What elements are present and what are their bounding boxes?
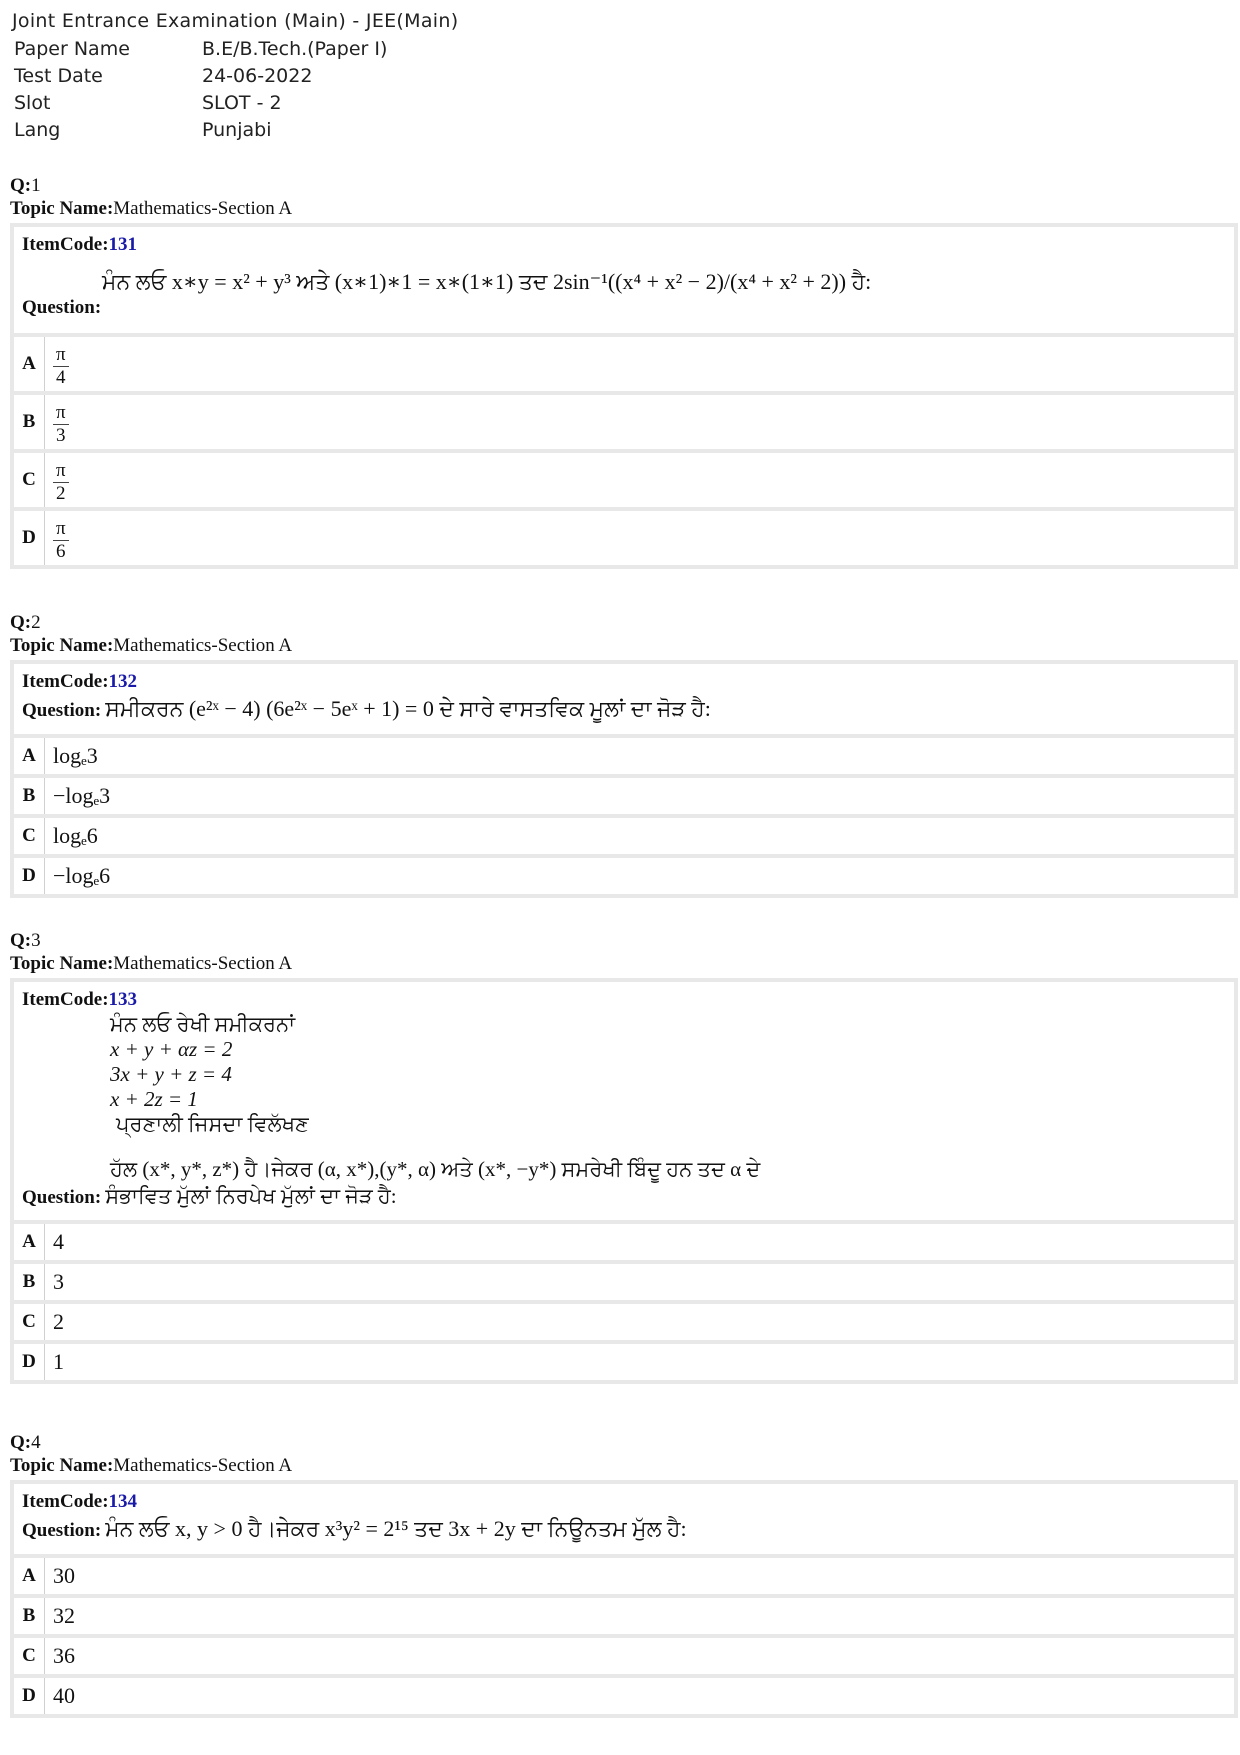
question-text: ਮੰਨ ਲਓ x, y > 0 ਹੈ।ਜੇਕਰ x³y² = 2¹⁵ ਤਦ 3x + 2y ਦਾ ਨਿਊਨਤਮ ਮੁੱਲ ਹੈ: <box>105 1516 687 1541</box>
option-d[interactable] <box>14 511 1234 565</box>
option-value: logₑ6 <box>53 823 98 848</box>
question-box <box>10 223 1238 569</box>
question-line: ਮੰਨ ਲਓ ਰੇਖੀ ਸਮੀਕਰਨਾਂ <box>110 1012 296 1036</box>
question-number: Q:4 <box>10 1432 41 1453</box>
option-value: 3 <box>53 1269 64 1294</box>
option-letter: D <box>14 511 45 565</box>
info-row <box>12 65 387 92</box>
question-number: Q:1 <box>10 175 41 196</box>
option-d[interactable] <box>14 1344 1234 1380</box>
topic-name: Topic Name:Mathematics-Section A <box>10 635 293 656</box>
exam-info-table <box>12 38 387 146</box>
option-letter: A <box>14 738 45 774</box>
info-value: SLOT - 2 <box>202 92 282 114</box>
info-row <box>12 38 387 65</box>
exam-title: Joint Entrance Examination (Main) - JEE(Main) <box>12 10 459 32</box>
option-a[interactable] <box>14 337 1234 391</box>
option-value: 2 <box>53 1309 64 1334</box>
info-value: B.E/B.Tech.(Paper I) <box>202 38 388 60</box>
equation-line: 3x + y + z = 4 <box>110 1062 232 1086</box>
question-block-3 <box>10 930 1238 1384</box>
option-letter: C <box>14 1304 45 1340</box>
question-line: ਸੰਭਾਵਿਤ ਮੁੱਲਾਂ ਨਿਰਪੇਖ ਮੁੱਲਾਂ ਦਾ ਜੋੜ ਹੈ: <box>105 1184 397 1208</box>
option-d[interactable] <box>14 858 1234 894</box>
option-b[interactable] <box>14 1264 1234 1300</box>
option-letter: C <box>14 1638 45 1674</box>
info-key: Paper Name <box>14 38 130 60</box>
option-value: −logₑ3 <box>53 783 111 808</box>
option-value: 30 <box>53 1563 75 1588</box>
option-c[interactable] <box>14 1304 1234 1340</box>
option-letter: A <box>14 1558 45 1594</box>
exam-header <box>12 10 458 146</box>
question-stem <box>14 227 1234 333</box>
topic-name: Topic Name:Mathematics-Section A <box>10 953 293 974</box>
question-line: ਹੱਲ (x*, y*, z*) ਹੈ।ਜੇਕਰ (α, x*),(y*, α) ਅਤੇ (x*, −y*) ਸਮਰੇਖੀ ਬਿੰਦੂ ਹਨ ਤਦ α ਦੇ <box>110 1157 761 1181</box>
option-d[interactable] <box>14 1678 1234 1714</box>
option-value: −logₑ6 <box>53 863 111 888</box>
question-stem <box>14 982 1234 1220</box>
option-letter: B <box>14 1264 45 1300</box>
question-number: Q:2 <box>10 612 41 633</box>
option-letter: C <box>14 818 45 854</box>
option-value: 36 <box>53 1643 75 1668</box>
option-a[interactable] <box>14 1558 1234 1594</box>
item-code: ItemCode:133 <box>22 989 138 1010</box>
option-letter: B <box>14 778 45 814</box>
option-a[interactable] <box>14 738 1234 774</box>
option-letter: D <box>14 858 45 894</box>
question-block-2 <box>10 612 1238 898</box>
item-code: ItemCode:134 <box>22 1491 138 1512</box>
question-label: Question: <box>22 700 102 721</box>
option-value: 4 <box>53 1229 64 1254</box>
option-letter: B <box>14 395 45 449</box>
info-value: Punjabi <box>202 119 272 141</box>
equation-line: x + 2z = 1 <box>110 1087 198 1111</box>
question-stem <box>14 1484 1234 1554</box>
option-fraction: $\frac{\pi}{3}$ <box>53 402 69 447</box>
option-letter: A <box>14 1224 45 1260</box>
info-key: Slot <box>14 92 51 114</box>
info-row <box>12 119 387 146</box>
option-letter: D <box>14 1678 45 1714</box>
option-c[interactable] <box>14 818 1234 854</box>
info-key: Lang <box>14 119 61 141</box>
option-fraction: $\frac{\pi}{4}$ <box>53 344 69 389</box>
question-line: ਪ੍ਰਣਾਲੀ ਜਿਸਦਾ ਵਿਲੱਖਣ <box>116 1112 309 1136</box>
question-text: ਮੰਨ ਲਓ x∗y = x² + y³ ਅਤੇ (x∗1)∗1 = x∗(1∗1) ਤਦ 2sin⁻¹((x⁴ + x² − 2)/(x⁴ + x² + 2)) ਹੈ: <box>102 269 872 294</box>
question-block-4 <box>10 1432 1238 1718</box>
equation-line: x + y + αz = 2 <box>110 1037 233 1061</box>
option-value: 40 <box>53 1683 75 1708</box>
question-box <box>10 660 1238 898</box>
question-block-1 <box>10 175 1238 569</box>
option-letter: C <box>14 453 45 507</box>
question-label: Question: <box>22 1187 102 1208</box>
option-a[interactable] <box>14 1224 1234 1260</box>
option-value: 1 <box>53 1349 64 1374</box>
info-value: 24-06-2022 <box>202 65 313 87</box>
question-stem <box>14 664 1234 734</box>
question-label: Question: <box>22 1520 102 1541</box>
option-c[interactable] <box>14 453 1234 507</box>
question-box <box>10 1480 1238 1718</box>
item-code: ItemCode:132 <box>22 671 138 692</box>
topic-name: Topic Name:Mathematics-Section A <box>10 1455 293 1476</box>
option-c[interactable] <box>14 1638 1234 1674</box>
option-b[interactable] <box>14 778 1234 814</box>
option-value: 32 <box>53 1603 75 1628</box>
option-fraction: $\frac{\pi}{2}$ <box>53 460 69 505</box>
question-number: Q:3 <box>10 930 41 951</box>
question-text: ਸਮੀਕਰਨ (e²ˣ − 4) (6e²ˣ − 5eˣ + 1) = 0 ਦੇ ਸਾਰੇ ਵਾਸਤਵਿਕ ਮੂਲਾਂ ਦਾ ਜੋੜ ਹੈ: <box>105 696 711 721</box>
option-letter: D <box>14 1344 45 1380</box>
option-value: logₑ3 <box>53 743 98 768</box>
question-box <box>10 978 1238 1384</box>
option-letter: B <box>14 1598 45 1634</box>
option-letter: A <box>14 337 45 391</box>
option-fraction: $\frac{\pi}{6}$ <box>53 518 69 563</box>
item-code: ItemCode:131 <box>22 234 138 255</box>
question-label: Question: <box>22 297 102 318</box>
option-b[interactable] <box>14 1598 1234 1634</box>
info-row <box>12 92 387 119</box>
topic-name: Topic Name:Mathematics-Section A <box>10 198 293 219</box>
info-key: Test Date <box>14 65 103 87</box>
option-b[interactable] <box>14 395 1234 449</box>
